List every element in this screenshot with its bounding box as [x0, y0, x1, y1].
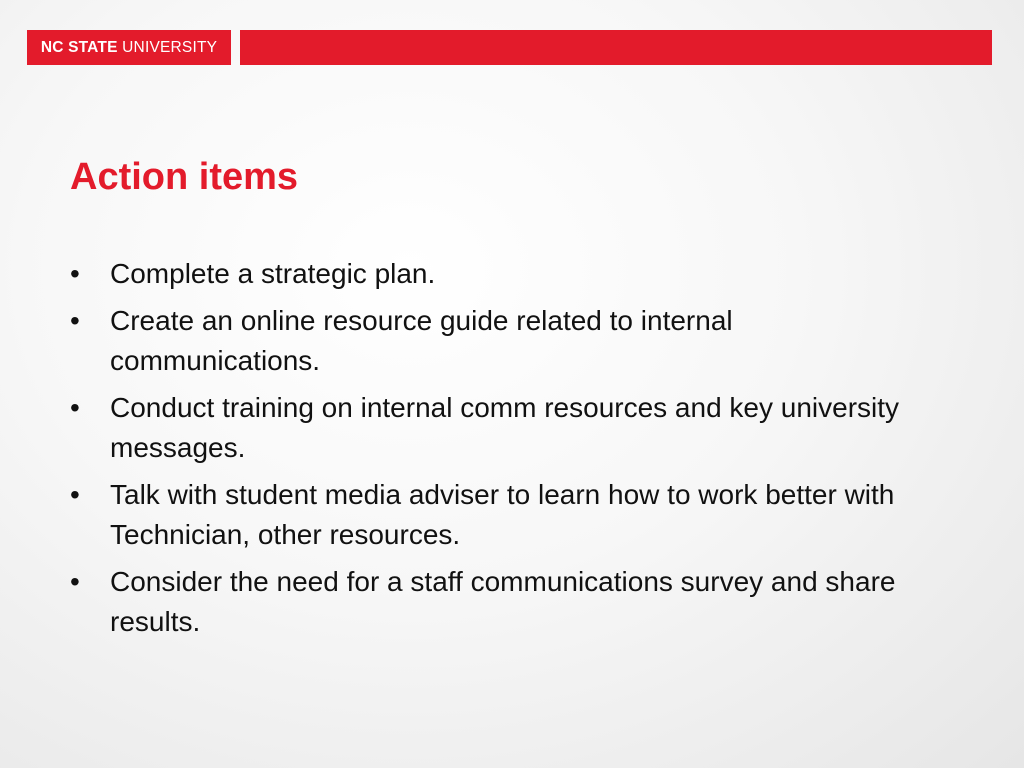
- bullet-marker: •: [70, 479, 80, 510]
- bullet-marker: •: [70, 566, 80, 597]
- bullet-text: Talk with student media adviser to learn how to work better with Technician, other resources.: [110, 479, 895, 550]
- logo-bold-text: NC STATE: [40, 38, 118, 56]
- bullet-item: [70, 301, 940, 381]
- bullet-text: Conduct training on internal comm resources and key university messages.: [110, 392, 900, 463]
- header-banner: [27, 30, 992, 65]
- bullet-text: Create an online resource guide related to internal communications.: [110, 305, 733, 376]
- bullet-marker: •: [70, 392, 80, 423]
- bullet-item: [70, 475, 940, 555]
- bullet-item: [70, 388, 940, 468]
- logo-light-text: UNIVERSITY: [122, 38, 218, 56]
- bullet-text: Consider the need for a staff communications survey and share results.: [110, 566, 896, 637]
- bullet-list: [70, 254, 940, 649]
- slide-title: Action items: [70, 156, 299, 198]
- header-red-bar: [240, 30, 992, 65]
- bullet-item: [70, 562, 940, 642]
- bullet-text: Complete a strategic plan.: [110, 258, 436, 289]
- bullet-marker: •: [70, 305, 80, 336]
- bullet-item: [70, 254, 940, 294]
- bullet-marker: •: [70, 258, 80, 289]
- university-logo: [27, 30, 231, 65]
